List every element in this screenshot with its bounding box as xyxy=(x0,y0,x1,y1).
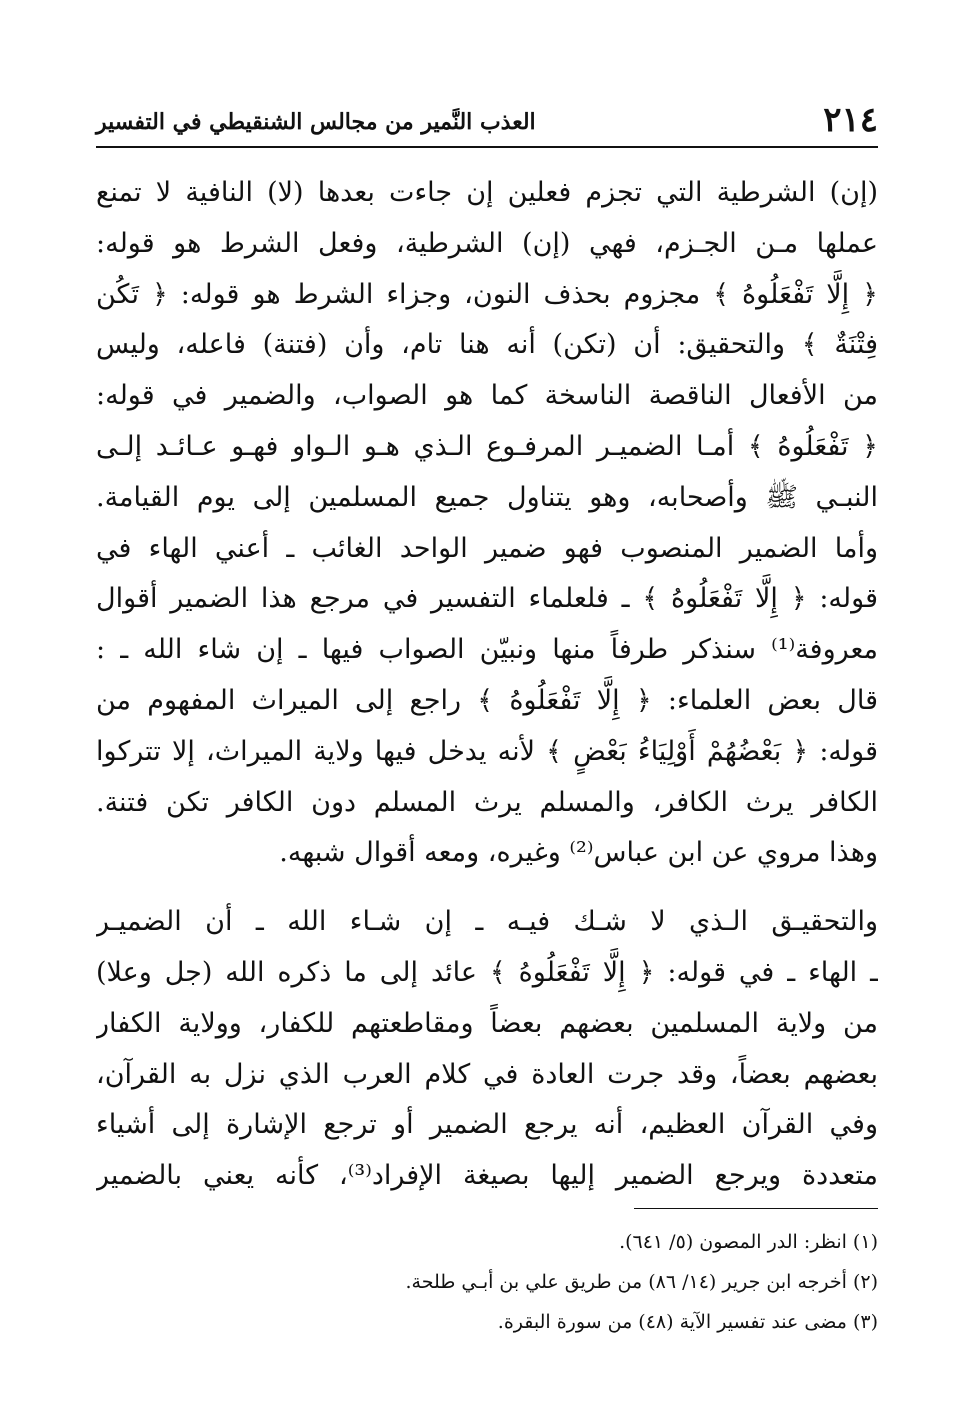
text-line: بعضهم بعضاً، وقد جرت العادة في كلام العرب الذي نزل به القرآن، xyxy=(96,1058,878,1090)
text-line: ﴿ إِلَّا تَفْعَلُوهُ ﴾ مجزوم بحذف النون، وجزاء الشرط هو قوله: ﴿ تَكُن xyxy=(96,278,878,310)
text-line: قال بعض العلماء: ﴿ إِلَّا تَفْعَلُوهُ ﴾ راجع إلى الميراث المفهوم من xyxy=(96,684,878,716)
text-line: فِتْنَةٌ ﴾ والتحقيق: أن (تكن) أنه هنا تام، وأن (فتنة) فاعله، وليس xyxy=(96,329,878,361)
text-line: قوله: ﴿ إِلَّا تَفْعَلُوهُ ﴾ ـ فلعلماء التفسير في مرجع هذا الضمير أقوال xyxy=(96,583,878,615)
text-line: والتحقيـق الـذي لا شـك فيـه ـ إن شـاء الله ـ أن الضميـر xyxy=(96,906,878,938)
text-line: عملها مـن الجـزم، فهي (إن) الشرطية، وفعل الشرط هو قوله: xyxy=(96,227,878,259)
footnote-3: (٣) مضى عند تفسير الآية (٤٨) من سورة البقرة. xyxy=(497,1311,878,1333)
text-line: الكافر يرث الكافر، والمسلم يرث المسلم دون الكافر تكن فتنة. xyxy=(96,786,878,818)
text-line: ـ الهاء ـ في قوله: ﴿ إِلَّا تَفْعَلُوهُ ﴾ عائد إلى ما ذكره الله (جل وعلا) xyxy=(96,956,878,988)
header-rule xyxy=(96,146,878,148)
footnote-rule xyxy=(634,1208,878,1209)
text-line: معروفة⁽¹⁾ سنذكر طرفاً منها ونبيّن الصواب فيها ـ إن شاء الله ـ : xyxy=(96,634,878,666)
footnotes xyxy=(96,1222,878,1342)
text-line: من الأفعال الناقصة الناسخة كما هو الصواب، والضمير في قوله: xyxy=(96,380,878,412)
body-text xyxy=(96,168,878,1202)
text-line: (إن) الشرطية التي تجزم فعلين إن جاءت بعدها (لا) النافية لا تمنع xyxy=(96,177,878,208)
paragraph-gap xyxy=(96,879,878,897)
text-line: وفي القرآن العظيم، أنه يرجع الضمير أو ترجع الإشارة إلى أشياء xyxy=(96,1109,878,1141)
text-line: ﴿ تَفْعَلُوهُ ﴾ أمـا الضميـر المرفـوع الـذي هـو الـواو فهـو عـائـد إلـى xyxy=(96,430,878,462)
running-title: العذب النَّمير من مجالس الشنقيطي في التفسير xyxy=(96,109,536,135)
page-header xyxy=(96,96,878,140)
page-number: ٢١٤ xyxy=(823,100,878,140)
text-line: من ولاية المسلمين بعضهم بعضاً ومقاطعتهم للكفار، وولاية الكفار xyxy=(96,1007,878,1039)
text-line: قوله: ﴿ بَعْضُهُمْ أَوْلِيَاءُ بَعْضٍ ﴾ لأنه يدخل فيها ولاية الميراث، إلا تتركوا xyxy=(96,735,878,767)
paragraph-2 xyxy=(96,897,878,1202)
footnote-1: (١) انظر: الدر المصون (٥/ ٦٤١). xyxy=(619,1231,878,1253)
text-line: وأما الضمير المنصوب فهو ضمير الواحد الغائب ـ أعني الهاء في xyxy=(96,532,878,564)
paragraph-1 xyxy=(96,168,878,879)
text-line: النبـي ﷺ وأصحابه، وهو يتناول جميع المسلمين إلى يوم القيامة. xyxy=(96,481,878,513)
text-line: وهذا مروي عن ابن عباس⁽²⁾ وغيره، ومعه أقوال شبهه. xyxy=(279,837,878,869)
text-line: متعددة ويرجع الضمير إليها بصيغة الإفراد⁽³⁾، كأنه يعني بالضمير xyxy=(96,1160,878,1192)
footnote-2: (٢) أخرجه ابن جرير (١٤/ ٨٦) من طريق علي بن أبـي طلحة. xyxy=(405,1271,878,1293)
